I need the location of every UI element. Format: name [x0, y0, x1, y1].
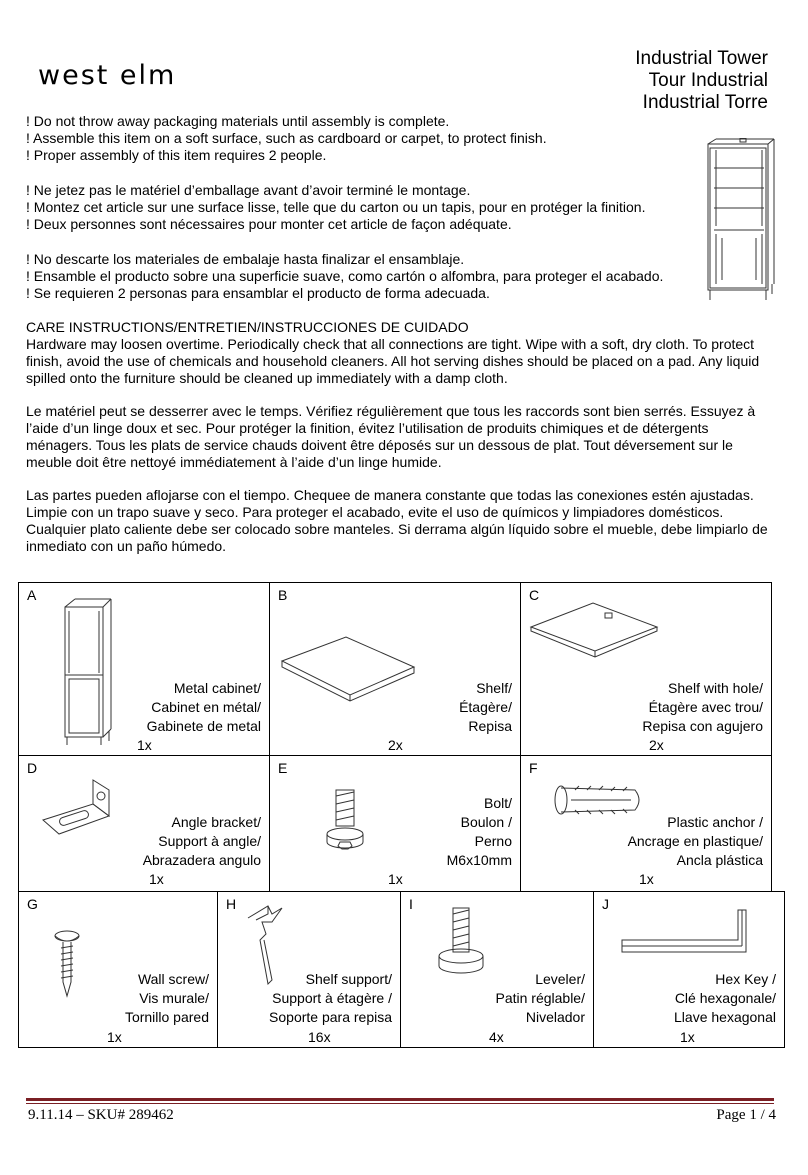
shelf-icon	[274, 631, 424, 721]
warning-line: ! Ensamble el producto sobre una superficie suave, como cartón o alfombra, para proteger el acabado.	[26, 268, 664, 284]
metal-cabinet-icon	[59, 597, 129, 747]
label-line: Metal cabinet/	[173, 680, 261, 696]
label-line: Hex Key /	[715, 971, 776, 987]
wall-screw-icon	[49, 922, 89, 1002]
part-label	[147, 679, 261, 736]
brand-logo: west elm	[38, 60, 177, 91]
warning-line: ! Deux personnes sont nécessaires pour monter cet article de façon adéquate.	[26, 216, 512, 232]
label-line: Wall screw/	[137, 971, 209, 987]
label-line: Leveler/	[535, 971, 585, 987]
label-line: Repisa con agujero	[642, 718, 763, 734]
title-fr: Tour Industrial	[648, 70, 768, 91]
warning-line: ! No descarte los materiales de embalaje hasta finalizar el ensamblaje.	[26, 251, 465, 267]
part-qty: 4x	[489, 1029, 504, 1045]
label-line: Angle bracket/	[171, 814, 261, 830]
warnings-en	[26, 113, 547, 164]
label-line: Repisa	[468, 718, 512, 734]
part-letter: G	[27, 896, 38, 912]
label-line: Ancrage en plastique/	[627, 833, 763, 849]
page-number: Page 1 / 4	[716, 1107, 776, 1123]
part-qty: 1x	[137, 737, 152, 753]
label-line: Support à angle/	[158, 833, 261, 849]
label-line: Shelf support/	[305, 971, 392, 987]
hex-key-icon	[620, 906, 750, 966]
label-line: Abrazadera angulo	[142, 852, 261, 868]
part-letter: H	[226, 896, 237, 912]
label-line: Llave hexagonal	[674, 1009, 776, 1025]
part-letter: J	[602, 896, 609, 912]
part-label	[495, 970, 585, 1027]
footer-date-sku: 9.11.14 – SKU# 289462	[28, 1107, 174, 1123]
care-instructions	[26, 319, 768, 571]
label-line: Soporte para repisa	[269, 1009, 392, 1025]
part-letter: C	[529, 587, 540, 603]
warning-line: ! Assemble this item on a soft surface, such as cardboard or carpet, to protect finish.	[26, 130, 547, 146]
label-line: Perno	[474, 833, 512, 849]
label-line: Support à étagère /	[272, 990, 392, 1006]
care-text-fr: Le matériel peut se desserrer avec le temps. Vérifiez régulièrement que tous les raccords sont bien serrés. Essuyez à l’aide d’un linge doux et sec. Pour protéger la finition, évitez l’utilisation de produits chimiques et de détergents ménagers. Tous les plats de service chauds doivent être déposés sur un dessous de plat. Tout déversement sur le meuble doit être nettoyé immédiatement à l’aide d’un linge humide.	[26, 403, 756, 470]
warning-line: ! Montez cet article sur une surface lisse, telle que du carton ou un tapis, pour en protéger la finition.	[26, 199, 646, 215]
label-line: Clé hexagonale/	[674, 990, 776, 1006]
parts-row-1	[18, 582, 771, 755]
part-cell-f	[520, 755, 772, 892]
label-line: Nivelador	[525, 1009, 585, 1025]
warnings-es	[26, 251, 663, 302]
label-line: Bolt/	[483, 795, 512, 811]
part-label	[628, 813, 763, 870]
care-text-en: Hardware may loosen overtime. Periodically check that all connections are tight. Wipe with a soft, dry cloth. To protect finish, avoid the use of chemicals and household cleaners. All hot serving dishes should be placed on a pad. Any liquid spilled onto the furniture should be cleaned up immediately with a damp cloth.	[26, 336, 760, 386]
tower-illustration-icon	[696, 138, 778, 302]
label-line: Cabinet en métal/	[151, 699, 261, 715]
footer-rule	[26, 1098, 774, 1101]
label-line: Patin réglable/	[495, 990, 585, 1006]
leveler-icon	[431, 904, 491, 984]
label-line: Boulon /	[460, 814, 512, 830]
part-label	[269, 970, 392, 1027]
label-line: Plastic anchor /	[667, 814, 763, 830]
part-cell-a	[18, 582, 270, 756]
part-cell-h	[217, 891, 401, 1048]
part-letter: I	[409, 896, 413, 912]
part-letter: B	[278, 587, 288, 603]
part-qty: 2x	[649, 737, 664, 753]
title-en: Industrial Tower	[635, 48, 768, 69]
warning-line: ! Do not throw away packaging materials until assembly is complete.	[26, 113, 450, 129]
part-letter: D	[27, 760, 38, 776]
part-label	[642, 679, 763, 736]
part-qty: 1x	[149, 871, 164, 887]
footer-rule	[26, 1103, 774, 1104]
part-letter: E	[278, 760, 288, 776]
part-qty: 1x	[388, 871, 403, 887]
part-cell-c	[520, 582, 772, 756]
label-line: Shelf/	[476, 680, 512, 696]
label-line: Gabinete de metal	[146, 718, 261, 734]
part-qty: 2x	[388, 737, 403, 753]
title-es: Industrial Torre	[642, 92, 768, 113]
label-line: Ancla plástica	[676, 852, 763, 868]
part-cell-e	[269, 755, 521, 892]
part-qty: 1x	[639, 871, 654, 887]
part-letter: F	[529, 760, 538, 776]
label-line: Vis murale/	[139, 990, 209, 1006]
part-letter: A	[27, 587, 37, 603]
product-title	[635, 48, 768, 114]
label-line: M6x10mm	[446, 852, 512, 868]
part-cell-j	[593, 891, 785, 1048]
label-line: Étagère/	[459, 699, 512, 715]
part-qty: 1x	[680, 1029, 695, 1045]
care-text-es: Las partes pueden aflojarse con el tiempo. Chequee de manera constante que todas las conexiones estén ajustadas. Limpie con un trapo suave y seco. Para proteger el acabado, evite el uso de químicos y limpiadores domésticos. Cualquier plato caliente debe ser colocado sobre manteles. Si derrama algún líquido sobre el mueble, debe limpiarlo de inmediato con un paño húmedo.	[26, 487, 768, 554]
label-line: Shelf with hole/	[668, 680, 763, 696]
part-qty: 1x	[107, 1029, 122, 1045]
part-cell-g	[18, 891, 218, 1048]
parts-row-3	[18, 891, 784, 1047]
part-label	[447, 794, 512, 870]
part-cell-i	[400, 891, 594, 1048]
part-label	[125, 970, 209, 1027]
shelf-with-hole-icon	[525, 597, 665, 679]
warning-line: ! Proper assembly of this item requires 2 people.	[26, 147, 327, 163]
label-line: Étagère avec trou/	[648, 699, 763, 715]
warning-line: ! Ne jetez pas le matériel d’emballage avant d’avoir terminé le montage.	[26, 182, 471, 198]
part-label	[143, 813, 261, 870]
part-cell-d	[18, 755, 270, 892]
warnings-fr	[26, 182, 645, 233]
part-qty: 16x	[308, 1029, 331, 1045]
part-label	[674, 970, 776, 1027]
part-label	[459, 679, 512, 736]
bolt-icon	[320, 786, 370, 856]
label-line: Tornillo pared	[124, 1009, 209, 1025]
parts-row-2	[18, 755, 771, 891]
angle-bracket-icon	[37, 776, 137, 844]
warning-line: ! Se requieren 2 personas para ensamblar el producto de forma adecuada.	[26, 285, 490, 301]
part-cell-b	[269, 582, 521, 756]
care-heading: CARE INSTRUCTIONS/ENTRETIEN/INSTRUCCIONES DE CUIDADO	[26, 319, 469, 335]
